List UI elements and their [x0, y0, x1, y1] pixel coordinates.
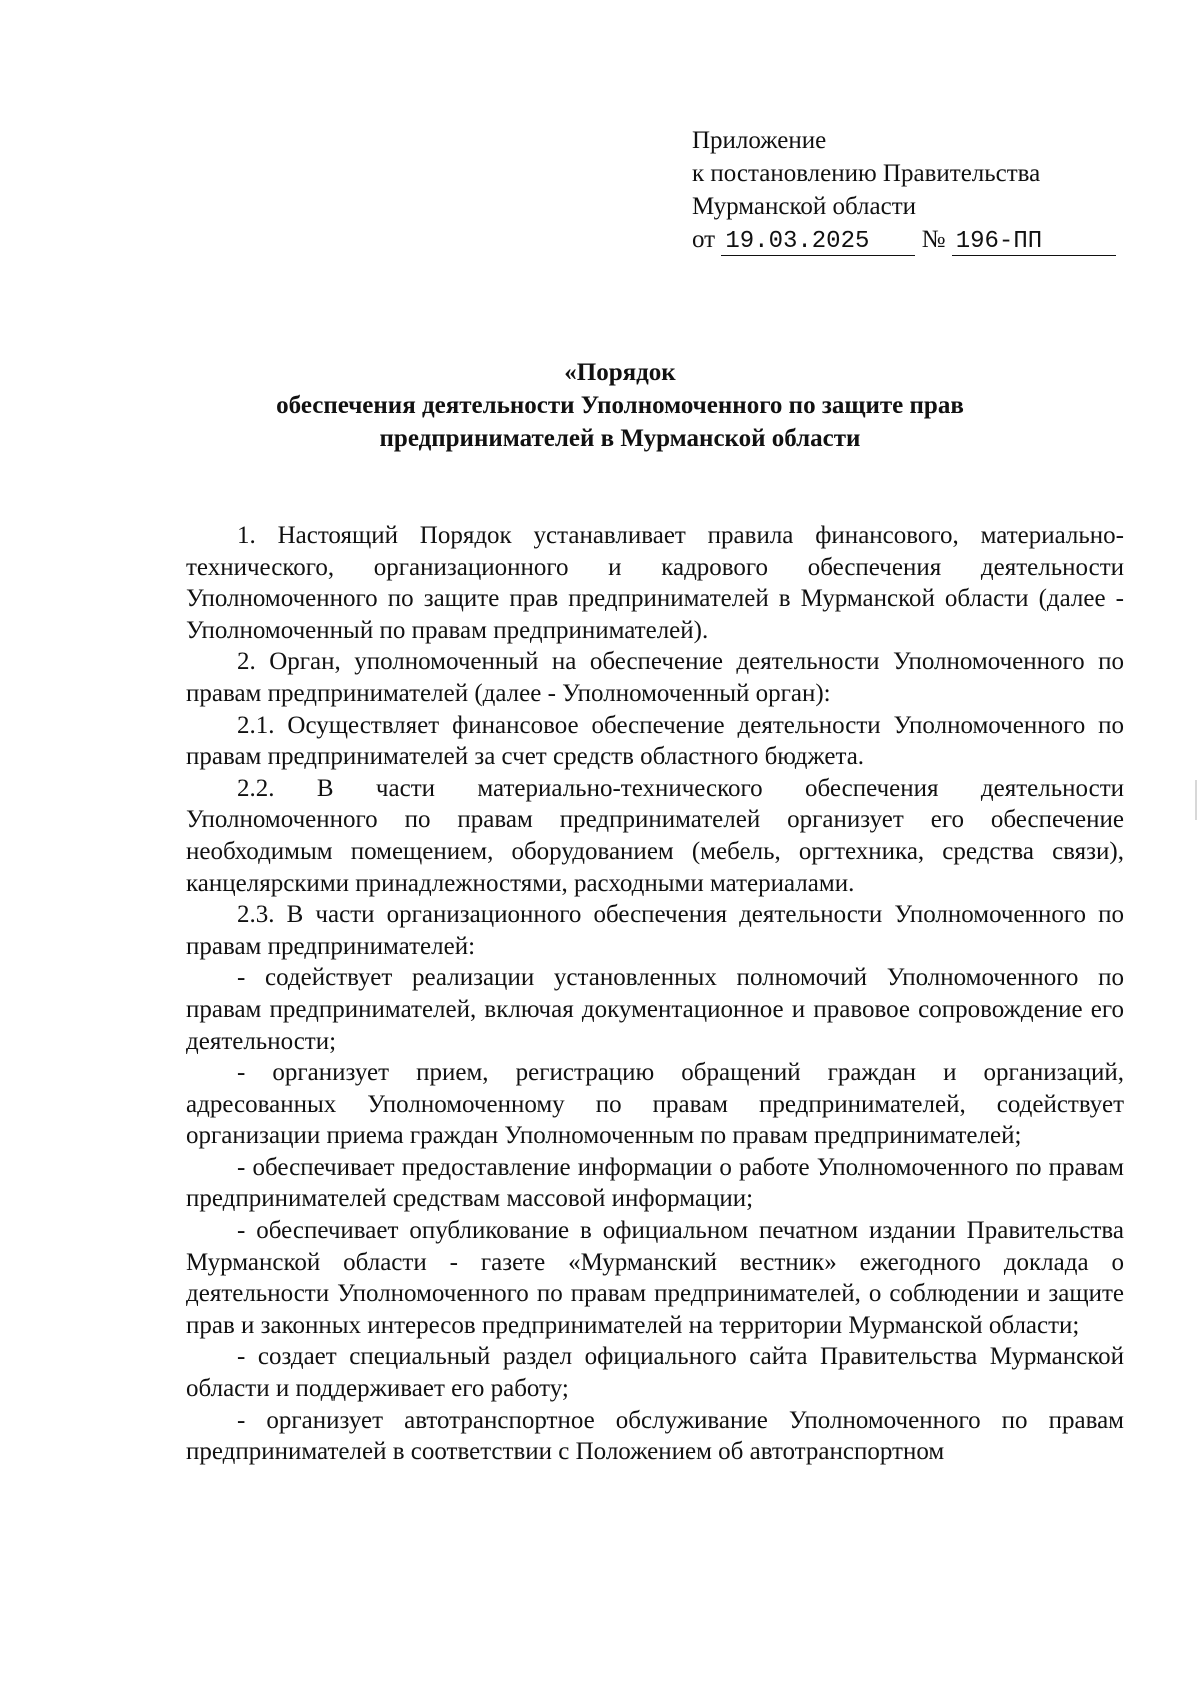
appendix-block — [692, 124, 1132, 256]
paragraph-2-1: 2.1. Осуществляет финансовое обеспечение деятельности Уполномоченного по правам предпринимателей за счет средств областного бюджета. — [186, 711, 1124, 771]
list-item-annual-report: - обеспечивает опубликование в официальном печатном издании Правительства Мурманской области - газете «Мурманский вестник» ежегодного доклада о деятельности Уполномоченного по правам предпринимателей, о соблюдении и защите прав и законных интересов предпринимателей на территории Мурманской области; — [186, 1217, 1124, 1339]
title-line-2: обеспечения деятельности Уполномоченного по защите прав — [276, 392, 964, 419]
list-item-support-powers: - содействует реализации установленных полномочий Уполномоченного по правам предпринимателей, включая документационное и правовое сопровождение его деятельности; — [186, 964, 1124, 1055]
appendix-date-number-row — [692, 223, 1132, 256]
paragraph-2-3: 2.3. В части организационного обеспечения деятельности Уполномоченного по правам предпринимателей: — [186, 901, 1124, 960]
paragraph-2-2: 2.2. В части материально-технического обеспечения деятельности Уполномоченного по правам предпринимателей организует его обеспечение необходимым помещением, оборудованием (мебель, оргтехника, средства связи), канцелярскими принадлежностями, расходными материалами. — [186, 774, 1124, 897]
list-item-website-section: - создает специальный раздел официального сайта Правительства Мурманской области и поддерживает его работу; — [186, 1343, 1124, 1403]
appendix-region-line: Мурманской области — [692, 193, 917, 220]
number-sign: № — [921, 226, 946, 253]
appendix-label: Приложение — [692, 127, 827, 154]
list-item-reception: - организует прием, регистрацию обращений граждан и организаций, адресованных Уполномоченному по правам предпринимателей, содействует организации приема граждан Уполномоченным по правам предпринимателей; — [186, 1059, 1124, 1150]
resolution-number: 196-ПП — [952, 229, 1116, 256]
document-body — [186, 520, 1124, 1468]
date-prefix: от — [692, 226, 716, 253]
resolution-date: 19.03.2025 — [721, 229, 915, 256]
list-item-media-info: - обеспечивает предоставление информации о работе Уполномоченного по правам предпринимателей средствам массовой информации; — [186, 1153, 1124, 1213]
paragraph-1: 1. Настоящий Порядок устанавливает правила финансового, материально-технического, организационного и кадрового обеспечения деятельности Уполномоченного по защите прав предпринимателей в Мурманской области (далее - Уполномоченный по правам предпринимателей). — [186, 522, 1124, 644]
document-title — [200, 356, 1040, 455]
list-item-transport: - организует автотранспортное обслуживание Уполномоченного по правам предпринимателей в соответствии с Положением об автотранспортном — [186, 1406, 1124, 1466]
paragraph-2: 2. Орган, уполномоченный на обеспечение деятельности Уполномоченного по правам предпринимателей (далее - Уполномоченный орган): — [186, 648, 1124, 707]
scan-edge-mark — [1195, 780, 1197, 820]
title-line-1: «Порядок — [564, 359, 676, 386]
appendix-resolution-line: к постановлению Правительства — [692, 160, 1041, 187]
title-line-3: предпринимателей в Мурманской области — [379, 425, 861, 452]
